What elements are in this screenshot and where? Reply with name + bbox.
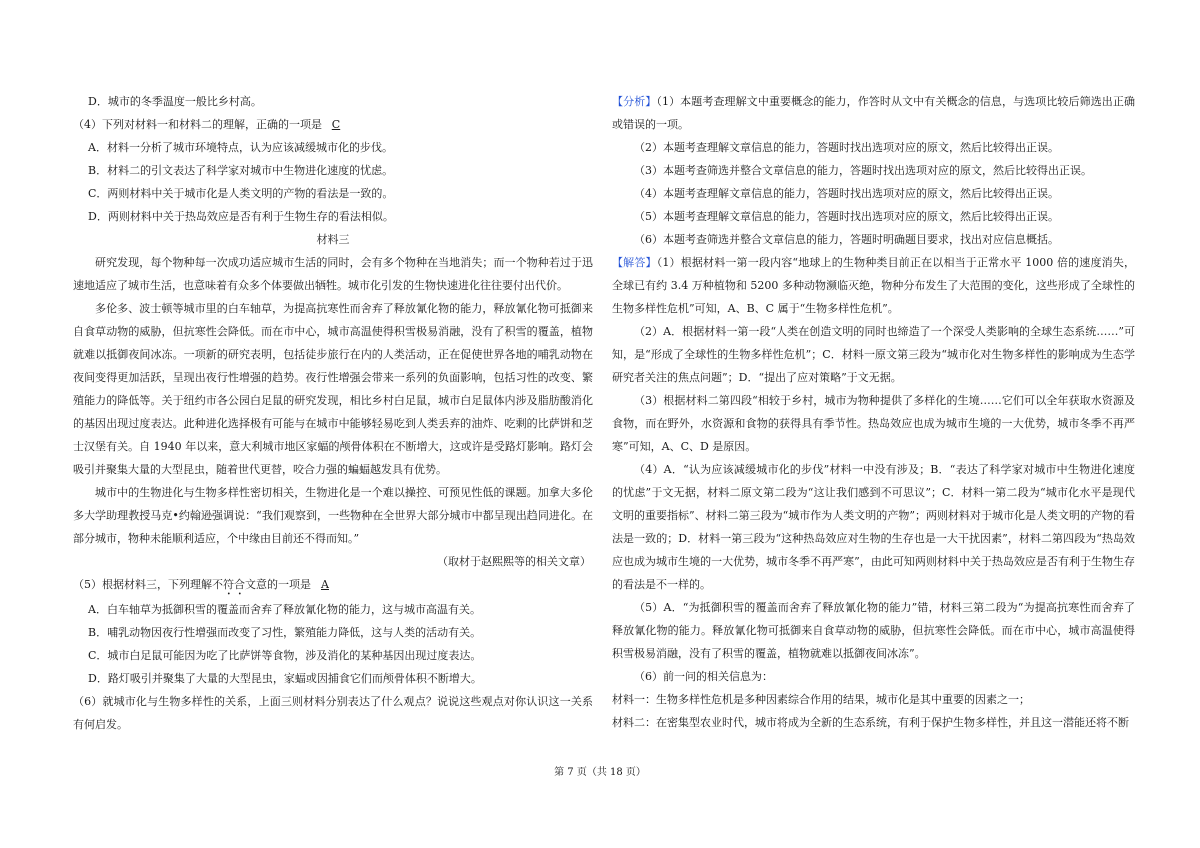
q5-stem-text-end: 文意的一项是 [245, 578, 311, 591]
q4-answer: C [331, 118, 341, 131]
answer-paragraph: （5）A．“为抵御积雪的覆盖而舍弃了释放氰化物的能力”错，材料三第二段为“为提高抗寒性而舍弃了释放氰化物的能力。释放氰化物可抵御来自食草动物的威胁，但抗寒性会降低。而在市中心，城市高温使得积雪极易消融，没有了积雪的覆盖，植物就难以抵御夜间冰冻”。 [612, 601, 1135, 660]
answer-materials [612, 688, 1135, 734]
q5-options [73, 598, 593, 690]
analysis-line: （5）本题考查理解文章信息的能力，答题时找出选项对应的原文，然后比较得出正误。 [634, 210, 1059, 223]
q4-option: C．两则材料中关于城市化是人类文明的产物的看法是一致的。 [88, 187, 394, 200]
material3-source: （取材于赵熙熙等的相关文章） [437, 555, 591, 568]
q5-option: A．白车轴草为抵御积雪的覆盖而舍弃了释放氰化物的能力，这与城市高温有关。 [88, 603, 481, 616]
analysis-line: （6）本题考查筛选并整合文章信息的能力，答题时明确题目要求，找出对应信息概括。 [634, 233, 1059, 246]
q4-option: A．材料一分析了城市环境特点，认为应该减缓城市化的步伐。 [88, 141, 393, 154]
analysis-line: （2）本题考查理解文章信息的能力，答题时找出选项对应的原文，然后比较得出正误。 [634, 141, 1059, 154]
q3-option-d: D．城市的冬季温度一般比乡村高。 [88, 95, 262, 108]
material3-paragraph: 城市中的生物进化与生物多样性密切相关，生物进化是一个难以操控、可预见性低的课题。加拿大多伦多大学助理教授马克•约翰逊强调说：“我们观察到，一些物种在全世界大部分城市中都呈现出趋同进化。在部分城市，物种未能顺利适应，个中缘由目前还不得而知。” [73, 486, 593, 545]
analysis-tag: 【分析】 [612, 95, 657, 108]
right-column [612, 90, 1135, 734]
answer-material-line: 材料二：在密集型农业时代，城市将成为全新的生态系统，有利于保护生物多样性，并且这一潜能还将不断 [612, 716, 1129, 729]
answer-paragraph: （2）A．根据材料一第一段“人类在创造文明的同时也缔造了一个深受人类影响的全球生态系统……”可知，是“形成了全球性的生物多样性危机”；C．材料一原文第三段为“城市化对生物多样性的影响成为生态学研究者关注的焦点问题”；D．“提出了应对策略”于文无据。 [612, 325, 1135, 384]
material3-paragraph: 多伦多、波士顿等城市里的白车轴草，为提高抗寒性而舍弃了释放氰化物的能力，释放氰化物可抵御来自食草动物的威胁，但抗寒性会降低。而在市中心，城市高温使得积雪极易消融，没有了积雪的覆盖，植物就难以抵御夜间冰冻。一项新的研究表明，包括徒步旅行在内的人类活动，正在促使世界各地的哺乳动物在夜间变得更加活跃，呈现出夜行性增强的趋势。夜行性增强会带来一系列的负面影响，包括习性的改变、繁殖能力的降低等。关于纽约市各公园白足鼠的研究发现，相比乡村白足鼠，城市白足鼠体内涉及脂肪酸消化的基因出现过度表达。此种进化选择极有可能与在城市中能够轻易吃到人类丢弃的油炸、吃剩的比萨饼和芝士汉堡有关。自 1940 年以来，意大利城市地区家蝠的颅骨体积在不断增大，这或许是受路灯影响。路灯会吸引并聚集大量的大型昆虫，随着世代更替，咬合力强的蝙蝠越发具有优势。 [73, 302, 593, 476]
material3-body [73, 251, 593, 550]
answer-paragraph: （4）A．“认为应该减缓城市化的步伐”材料一中没有涉及；B．“表达了科学家对城市中生物进化速度的忧虑”于文无据，材料二原文第二段为“这让我们感到不可思议”；C．材料一第二段为“城市化水平是现代文明的重要指标”、材料二第三段为“城市作为人类文明的产物”；两则材料对于城市化是人类文明的产物的看法是一致的；D．材料一第三段为“这种热岛效应对生物的生存也是一大干扰因素”，材料二第四段为“热岛效应也成为城市生境的一大优势，城市冬季不再严寒”，由此可知两则材料中关于热岛效应是否有利于生物生存的看法是不一样的。 [612, 463, 1135, 591]
q4-option: D．两则材料中关于热岛效应是否有利于生物生存的看法相似。 [88, 210, 394, 223]
answer-line: （1）根据材料一第一段内容“地球上的生物种类目前正在以相当于正常水平 1000 倍的速度消失，全球已有约 3.4 万种植物和 5200 多种动物濒临灭绝，物种分布发生了大范围的变化，这些形成了全球性的生物多样性危机”可知，A、B、C 属于“生物多样性危机”。 [612, 256, 1135, 315]
analysis-line: （1）本题考查理解文中重要概念的能力，作答时从文中有关概念的信息，与选项比较后筛选出正确或错误的一项。 [612, 95, 1136, 131]
q4-option: B．材料二的引文表达了科学家对城市中生物进化速度的忧虑。 [88, 164, 394, 177]
q5-stem-text: （5）根据材料三，下列理解不 [73, 578, 223, 591]
material3-paragraph: 研究发现，每个物种每一次成功适应城市生活的同时，会有多个物种在当地消失；而一个物种若过于迅速地适应了城市生活，也意味着有众多个体要做出牺牲。城市化引发的生物快速进化往往要付出代价。 [73, 256, 593, 292]
q5-stem-emphasis: 符合 [223, 578, 245, 591]
q4-stem [73, 113, 593, 136]
answer-paragraph: （6）前一问的相关信息为： [634, 670, 773, 683]
q5-option: C．城市白足鼠可能因为吃了比萨饼等食物，涉及消化的某种基因出现过度表达。 [88, 649, 482, 662]
analysis-first [612, 90, 1135, 136]
answer-first [612, 251, 1135, 320]
analysis-line: （3）本题考查筛选并整合文章信息的能力，答题时找出选项对应的原文，然后比较得出正误。 [634, 164, 1092, 177]
answer-body [612, 320, 1135, 688]
q4-stem-text: （4）下列对材料一和材料二的理解，正确的一项是 [73, 118, 322, 131]
q5-option: D．路灯吸引并聚集了大量的大型昆虫，家蝠或因捕食它们而颅骨体积不断增大。 [88, 672, 482, 685]
material3-title: 材料三 [316, 233, 350, 246]
analysis-line: （4）本题考查理解文章信息的能力，答题时找出选项对应的原文，然后比较得出正误。 [634, 187, 1059, 200]
page-footer: 第 7 页（共 18 页） [554, 767, 646, 778]
answer-paragraph: （3）根据材料二第四段“相较于乡村，城市为物种提供了多样化的生境……它们可以全年获取水资源及食物，而在野外，水资源和食物的获得具有季节性。热岛效应也成为城市生境的一大优势，城市冬季不再严寒”可知，A、C、D 是原因。 [612, 394, 1135, 453]
left-column [73, 90, 593, 736]
q5-option: B．哺乳动物因夜行性增强而改变了习性，繁殖能力降低，这与人类的活动有关。 [88, 626, 482, 639]
q6-stem: （6）就城市化与生物多样性的关系，上面三则材料分别表达了什么观点？说说这些观点对你认识这一关系有何启发。 [73, 695, 593, 731]
q5-stem [73, 573, 593, 598]
answer-tag: 【解答】 [612, 256, 657, 269]
q4-options [73, 136, 593, 228]
q5-answer: A [321, 578, 329, 591]
answer-material-line: 材料一：生物多样性危机是多种因素综合作用的结果，城市化是其中重要的因素之一； [612, 693, 1030, 706]
